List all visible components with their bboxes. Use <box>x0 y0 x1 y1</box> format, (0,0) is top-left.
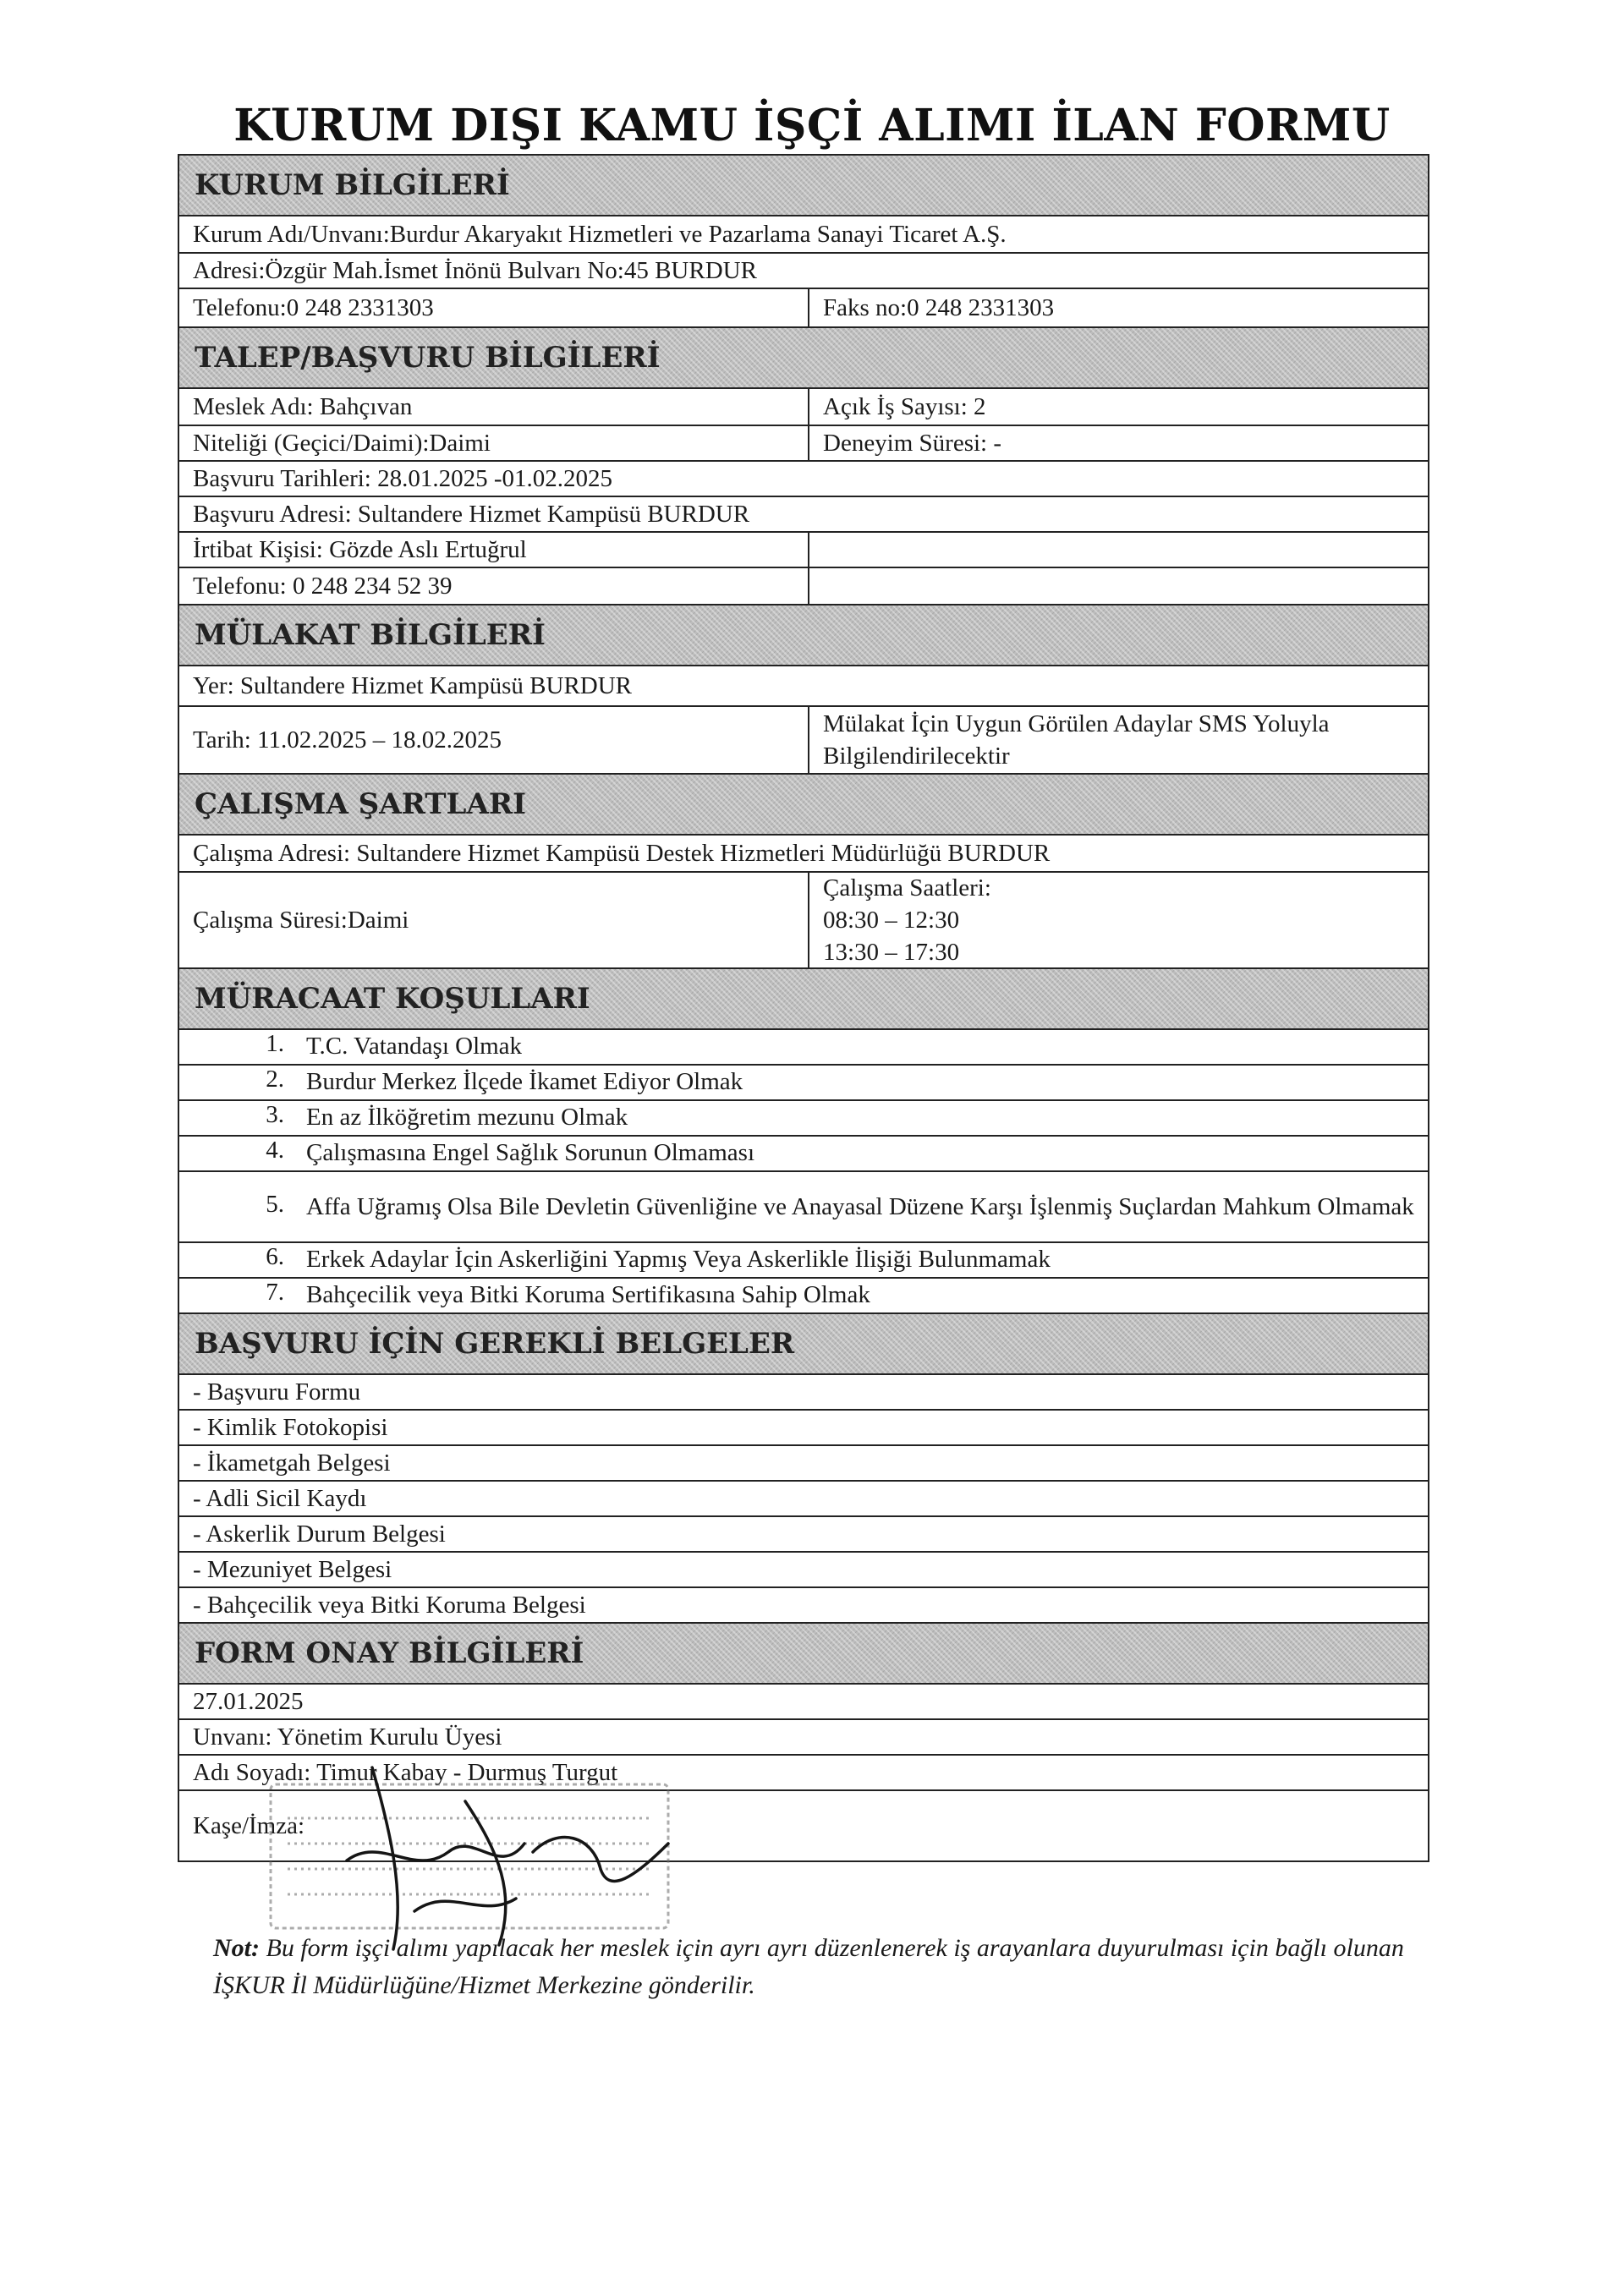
note-label: Not: <box>213 1934 260 1962</box>
calisma-adresi: Çalışma Adresi: Sultandere Hizmet Kampüsü Destek Hizmetleri Müdürlüğü BURDUR <box>193 839 1051 867</box>
irtibat-kisisi: İrtibat Kişisi: Gözde Aslı Ertuğrul <box>179 533 809 567</box>
calisma-saatleri <box>809 873 1428 967</box>
onay-row-2 <box>179 1720 1428 1756</box>
talep-row-4 <box>179 497 1428 533</box>
condition-text: Burdur Merkez İlçede İkamet Ediyor Olmak <box>306 1068 743 1095</box>
section-onay-header: FORM ONAY BİLGİLERİ <box>179 1624 1428 1685</box>
talep-row-5 <box>179 533 1428 568</box>
list-item <box>179 1446 1428 1482</box>
list-item <box>179 1517 1428 1553</box>
document-item: - Bahçecilik veya Bitki Koruma Belgesi <box>193 1591 586 1619</box>
talep-row-2 <box>179 426 1428 462</box>
list-item <box>179 1411 1428 1446</box>
condition-text: Bahçecilik veya Bitki Koruma Sertifikasına Sahip Olmak <box>306 1281 870 1308</box>
irtibat-telefonu: Telefonu: 0 248 234 52 39 <box>179 568 809 604</box>
acik-is-sayisi: Açık İş Sayısı: 2 <box>823 392 986 420</box>
niteligi: Niteliği (Geçici/Daimi):Daimi <box>179 426 809 460</box>
calisma-saat-1: 08:30 – 12:30 <box>823 907 960 934</box>
kurum-phone: Telefonu:0 248 2331303 <box>179 289 809 326</box>
document-item: - Kimlik Fotokopisi <box>193 1413 388 1441</box>
document-item: - Adli Sicil Kaydı <box>193 1484 367 1512</box>
document-item: - Başvuru Formu <box>193 1378 361 1406</box>
document-item: - Askerlik Durum Belgesi <box>193 1520 446 1548</box>
note-text: Bu form işçi alımı yapılacak her meslek için ayrı ayrı düzenlenerek iş arayanlara duyurulması için bağlı olunan İŞKUR İl Müdürlüğüne/Hizmet Merkezine gönderilir. <box>213 1934 1404 1999</box>
kurum-address-row <box>179 254 1428 289</box>
kurum-name: Kurum Adı/Unvanı:Burdur Akaryakıt Hizmetleri ve Pazarlama Sanayi Ticaret A.Ş. <box>193 220 1007 248</box>
section-kurum-header: KURUM BİLGİLERİ <box>179 156 1428 216</box>
mulakat-bilgi-line1: Mülakat İçin Uygun Görülen Adaylar SMS Yoluyla <box>823 710 1330 737</box>
section-mulakat-header: MÜLAKAT BİLGİLERİ <box>179 606 1428 666</box>
list-item <box>179 1101 1428 1137</box>
item-number: 5. <box>266 1191 284 1218</box>
onay-row-4 <box>179 1791 1428 1860</box>
condition-text: Çalışmasına Engel Sağlık Sorunun Olmaması <box>306 1139 755 1166</box>
item-number: 3. <box>266 1101 284 1128</box>
list-item <box>179 1243 1428 1279</box>
announcement-form <box>178 154 1429 1862</box>
list-item <box>179 1375 1428 1411</box>
calisma-row-1 <box>179 836 1428 873</box>
list-item <box>179 1588 1428 1624</box>
kurum-contact-row <box>179 289 1428 328</box>
list-item <box>179 1553 1428 1588</box>
item-number: 4. <box>266 1137 284 1164</box>
condition-text: Erkek Adaylar İçin Askerliğini Yapmış Veya Askerlikle İlişiği Bulunmamak <box>306 1246 1051 1273</box>
calisma-row-2 <box>179 873 1428 969</box>
basvuru-adresi: Başvuru Adresi: Sultandere Hizmet Kampüsü BURDUR <box>193 500 750 528</box>
list-item <box>179 1279 1428 1314</box>
section-muracaat-header: MÜRACAAT KOŞULLARI <box>179 969 1428 1030</box>
mulakat-tarih: Tarih: 11.02.2025 – 18.02.2025 <box>179 707 809 773</box>
talep-row-1 <box>179 389 1428 426</box>
onay-row-1 <box>179 1685 1428 1720</box>
section-talep-header: TALEP/BAŞVURU BİLGİLERİ <box>179 328 1428 389</box>
mulakat-row-2 <box>179 707 1428 775</box>
list-item <box>179 1137 1428 1172</box>
kase-imza: Kaşe/İmza: <box>193 1811 305 1839</box>
onay-row-3 <box>179 1756 1428 1791</box>
deneyim-suresi: Deneyim Süresi: - <box>823 429 1002 457</box>
page-title: KURUM DIŞI KAMU İŞÇİ ALIMI İLAN FORMU <box>233 100 1391 151</box>
meslek-adi: Meslek Adı: Bahçıvan <box>179 389 809 425</box>
kurum-address: Adresi:Özgür Mah.İsmet İnönü Bulvarı No:45 BURDUR <box>193 256 757 284</box>
onay-unvan: Unvanı: Yönetim Kurulu Üyesi <box>193 1723 502 1751</box>
item-number: 6. <box>266 1243 284 1270</box>
onay-adi-soyadi: Adı Soyadı: Timur Kabay - Durmuş Turgut <box>193 1758 618 1786</box>
kurum-name-row <box>179 216 1428 254</box>
footer-note <box>213 1930 1465 2004</box>
section-belgeler-header: BAŞVURU İÇİN GEREKLİ BELGELER <box>179 1314 1428 1375</box>
calisma-suresi: Çalışma Süresi:Daimi <box>179 873 809 967</box>
document-item: - Mezuniyet Belgesi <box>193 1555 392 1583</box>
mulakat-bilgi-line2: Bilgilendirilecektir <box>823 743 1010 770</box>
document-item: - İkametgah Belgesi <box>193 1449 391 1477</box>
list-item <box>179 1030 1428 1066</box>
mulakat-bilgi <box>809 707 1428 773</box>
item-number: 1. <box>266 1030 284 1057</box>
item-number: 2. <box>266 1066 284 1093</box>
condition-text: En az İlköğretim mezunu Olmak <box>306 1104 628 1131</box>
onay-tarih: 27.01.2025 <box>193 1687 304 1715</box>
list-item <box>179 1066 1428 1101</box>
mulakat-yer: Yer: Sultandere Hizmet Kampüsü BURDUR <box>193 671 633 699</box>
kurum-fax: Faks no:0 248 2331303 <box>823 293 1055 321</box>
list-item <box>179 1482 1428 1517</box>
item-number: 7. <box>266 1279 284 1306</box>
condition-text: Affa Uğramış Olsa Bile Devletin Güvenliğine ve Anayasal Düzene Karşı İşlenmiş Suçlardan Mahkum Olmamak <box>306 1193 1414 1220</box>
empty-cell <box>809 568 1428 604</box>
list-item <box>179 1172 1428 1243</box>
empty-cell <box>809 533 1428 567</box>
calisma-saat-2: 13:30 – 17:30 <box>823 939 960 966</box>
talep-row-6 <box>179 568 1428 606</box>
condition-text: T.C. Vatandaşı Olmak <box>306 1033 523 1060</box>
mulakat-row-1 <box>179 666 1428 707</box>
basvuru-tarihleri: Başvuru Tarihleri: 28.01.2025 -01.02.2025 <box>193 464 613 492</box>
calisma-saatleri-label: Çalışma Saatleri: <box>823 874 991 901</box>
section-calisma-header: ÇALIŞMA ŞARTLARI <box>179 775 1428 836</box>
talep-row-3 <box>179 462 1428 497</box>
